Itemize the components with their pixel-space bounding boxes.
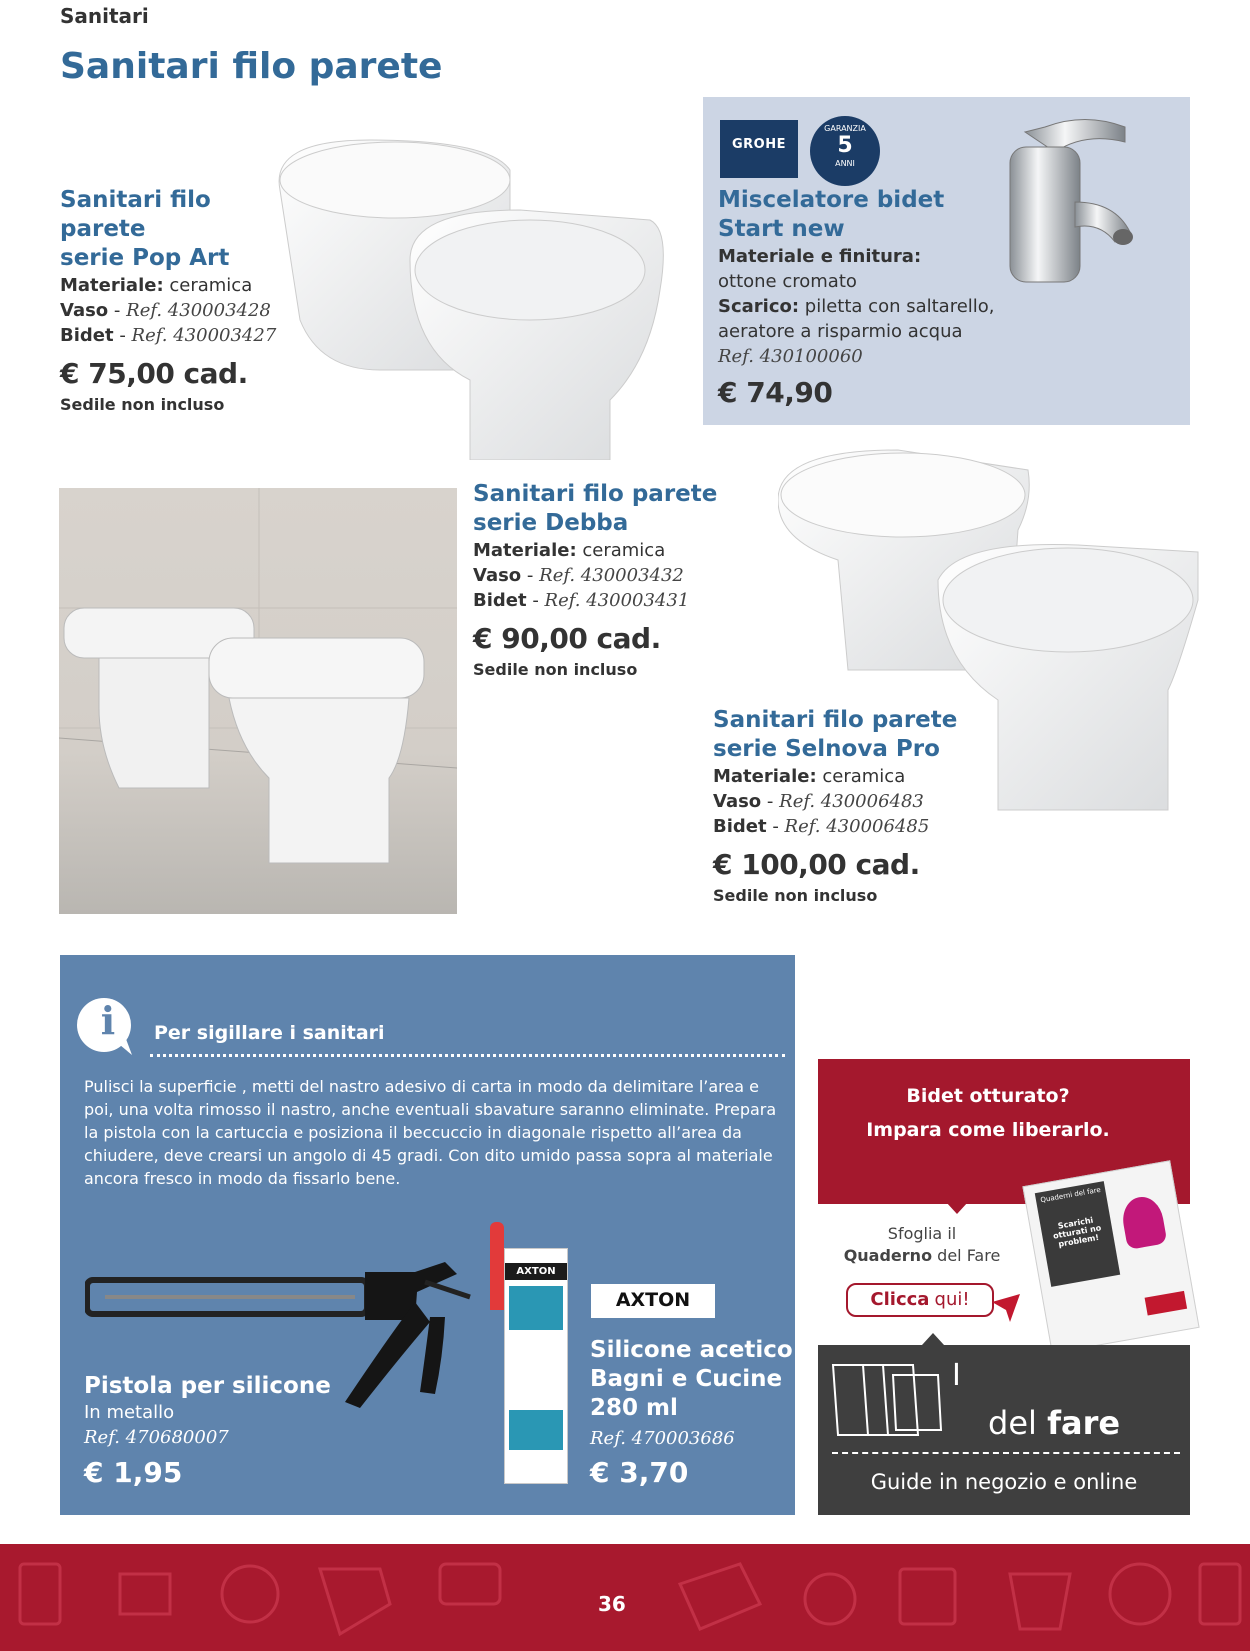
product-price: € 75,00 cad. [60,357,248,390]
scarico-line-2: aeratore a risparmio acqua [718,321,963,342]
seat-note: Sedile non incluso [473,660,638,679]
info-icon-letter: i [100,998,116,1043]
vaso-ref-line: Vaso - Ref. 430003428 [60,300,271,321]
info-divider [150,1054,785,1057]
bidet-ref-line: Bidet - Ref. 430006485 [713,816,930,837]
material-line: Materiale: ceramica [713,766,906,787]
info-text: Pulisci la superficie , metti del nastro adesivo di carta in modo da delimitare l’area e poi, una volta rimosso il nastro, anche eventuali sbavature saranno eliminate. Prepara la pistola con la cartuccia e posiziona il beccuccio in diagonale rispetto all’area da chiudere, deve crearsi un angolo di 45 gradi. Con dito umido passa sopra al materiale ancora fresco in modo da fissarlo bene. [84,1077,777,1188]
product-price: € 90,00 cad. [473,622,661,655]
tube-label [509,1286,563,1330]
sfoglia-line-1: Sfoglia il [887,1224,957,1243]
product-title-line: serie Selnova Pro [713,736,940,762]
pistola-subtitle: In metallo [84,1402,175,1423]
product-title-line: Sanitari filo parete [473,481,718,507]
notebook-icon [828,1360,948,1440]
quaderno-subtitle: Impara come liberarlo. [866,1119,1110,1141]
product-selnova [713,706,1013,907]
silicone-title-1: Silicone acetico [590,1337,793,1363]
product-ref: Ref. 430100060 [718,346,863,367]
warranty-top: GARANZIA [824,124,866,133]
cta-strong: Clicca [870,1289,930,1310]
quaderno-tagline: Guide in negozio e online [870,1470,1138,1494]
bidet-ref-line: Bidet - Ref. 430003427 [60,325,277,346]
axton-logo [591,1284,715,1318]
faucet-image [985,112,1145,292]
silicone-title-2: Bagni e Cucine [590,1366,783,1392]
logo-dashed-line [832,1452,1180,1454]
silicone-tube-image [504,1248,568,1484]
product-title-line: parete [60,216,146,242]
quaderno-question: Bidet otturato? [906,1085,1070,1107]
product-title-line: serie Pop Art [60,245,230,271]
book-red-tab [1145,1291,1188,1316]
grohe-logo: GROHE [720,120,798,178]
scarico-line: Scarico: piletta con saltarello, [718,296,995,317]
clicca-qui-button[interactable] [846,1283,994,1317]
pistola-title: Pistola per silicone [84,1373,331,1399]
page-number: 36 [598,1592,626,1616]
sfoglia-line-2: Quaderno del Fare [843,1246,1001,1265]
silicone-title-3: 280 ml [590,1395,678,1421]
footer-band [0,1544,1250,1651]
tube-lower-label [509,1410,563,1450]
silicone-ref: Ref. 470003686 [590,1428,735,1449]
book-title: Quaderni del fare [1039,1185,1102,1205]
info-title: Per sigillare i sanitari [154,1022,385,1044]
pistola-ref: Ref. 470680007 [84,1427,229,1448]
seat-note: Sedile non incluso [713,886,878,905]
vaso-ref-line: Vaso - Ref. 430006483 [713,791,924,812]
product-price: € 100,00 cad. [713,848,920,881]
logo-letter: I [952,1358,961,1393]
speech-pointer [946,1202,968,1214]
debba-toilets-illustration [59,488,457,914]
material-line: Materiale: ceramica [60,275,253,296]
quaderno-book-image[interactable] [1022,1160,1199,1353]
pistola-price: € 1,95 [84,1456,183,1489]
warranty-bottom: ANNI [835,159,855,168]
book-plunger [1119,1194,1167,1250]
product-title-line: Start new [718,216,845,242]
material-line: Materiale: ceramica [473,540,666,561]
silicone-nozzle [490,1222,504,1310]
product-debba [473,480,733,681]
product-title-line: serie Debba [473,510,629,536]
section-label: Sanitari [60,4,149,28]
material-label: Materiale e finitura: [718,246,922,267]
logo-pointer [922,1333,944,1345]
logo-text: del fare [988,1404,1121,1442]
tube-brand: AXTON [505,1263,567,1280]
warranty-badge [810,116,880,186]
product-title-line: Sanitari filo parete [713,707,958,733]
cta-light: qui! [934,1289,970,1310]
product-price: € 74,90 [718,376,833,409]
material-value: ottone cromato [718,271,857,292]
bidet-ref-line: Bidet - Ref. 430003431 [473,590,690,611]
vaso-ref-line: Vaso - Ref. 430003432 [473,565,684,586]
warranty-number: 5 [837,133,853,158]
product-title-line: Miscelatore bidet [718,187,945,213]
debba-photo [59,488,457,914]
axton-logo-text: AXTON [615,1289,691,1311]
pop-art-toilets-image [260,130,680,460]
silicone-price: € 3,70 [590,1456,689,1489]
page-title: Sanitari filo parete [60,46,443,87]
seat-note: Sedile non incluso [60,395,225,414]
product-title-line: Sanitari filo [60,187,211,213]
cursor-arrow-icon [988,1290,1024,1326]
book-text: Scarichi otturati no problem! [1052,1215,1102,1249]
